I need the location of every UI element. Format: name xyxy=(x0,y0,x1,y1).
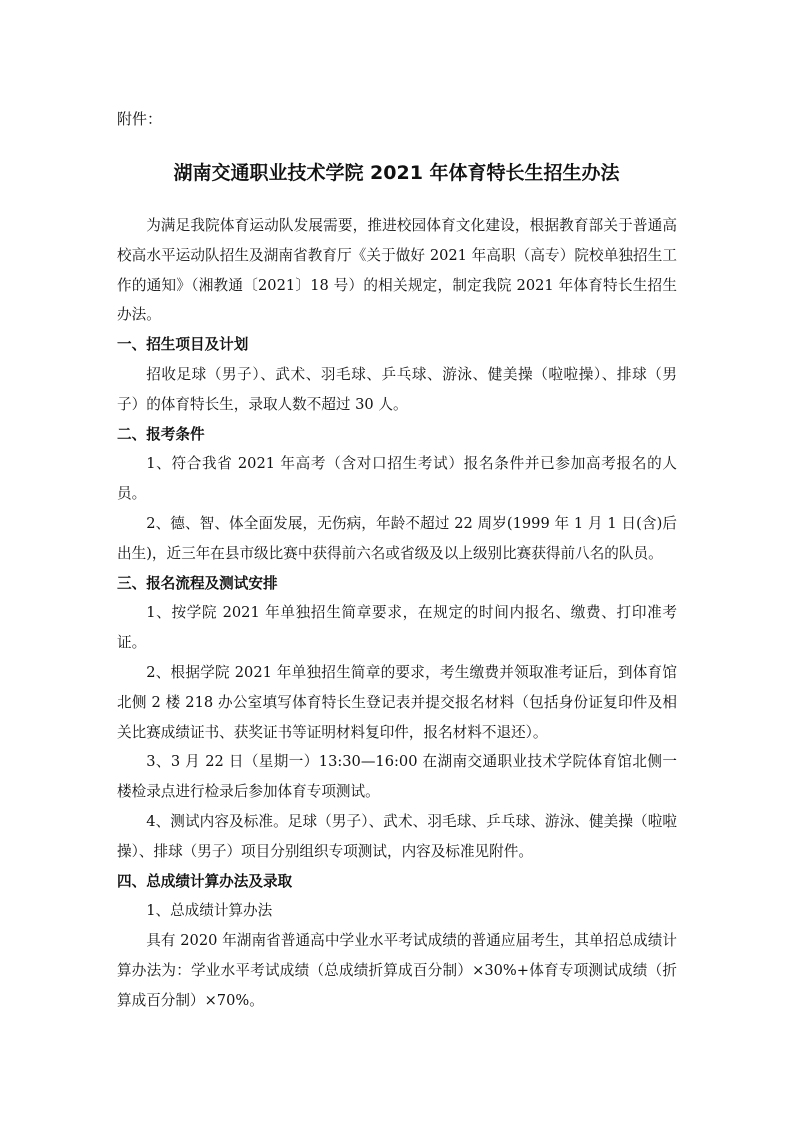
intro-paragraph: 为满足我院体育运动队发展需要，推进校园体育文化建设，根据教育部关于普通高校高水平运动队招生及湖南省教育厅《关于做好 2021 年高职（高专）院校单独招生工作的通知》（湘教通〔2021〕18 号）的相关规定，制定我院 2021 年体育特长生招生办法。 xyxy=(117,217,677,324)
section-paragraph: 2、德、智、体全面发展，无伤病，年龄不超过 22 周岁(1999 年 1 月 1 日(含)后出生)，近三年在县市级比赛中获得前六名或省级及以上级别比赛获得前八名的队员。 xyxy=(117,514,677,562)
section-paragraph: 2、根据学院 2021 年单独招生简章的要求，考生缴费并领取准考证后，到体育馆北侧 2 楼 218 办公室填写体育特长生登记表并提交报名材料（包括身份证复印件及相关比赛成绩证书、获奖证书等证明材料复印件，报名材料不退还）。 xyxy=(117,663,677,741)
section-paragraph: 1、总成绩计算办法 xyxy=(146,902,273,920)
section-heading-conditions: 二、报考条件 xyxy=(117,425,205,443)
section-heading-scoring: 四、总成绩计算办法及录取 xyxy=(117,872,293,890)
document-body xyxy=(117,211,677,1016)
section-heading-plan: 一、招生项目及计划 xyxy=(117,336,249,354)
document-title: 湖南交通职业技术学院 2021 年体育特长生招生办法 xyxy=(173,162,620,184)
annex-label: 附件： xyxy=(117,110,163,128)
section-heading-process: 三、报名流程及测试安排 xyxy=(117,574,278,592)
section-paragraph: 1、符合我省 2021 年高考（含对口招生考试）报名条件并已参加高考报名的人员。 xyxy=(117,455,677,503)
section-paragraph: 4、测试内容及标准。足球（男子）、武术、羽毛球、乒乓球、游泳、健美操（啦啦操）、排球（男子）项目分别组织专项测试，内容及标准见附件。 xyxy=(117,812,677,860)
section-paragraph: 招收足球（男子）、武术、羽毛球、乒乓球、游泳、健美操（啦啦操）、排球（男子）的体育特长生，录取人数不超过 30 人。 xyxy=(117,365,677,413)
section-paragraph: 3、3 月 22 日（星期一）13:30—16:00 在湖南交通职业技术学院体育馆北侧一楼检录点进行检录后参加体育专项测试。 xyxy=(117,753,677,801)
section-paragraph: 1、按学院 2021 年单独招生简章要求，在规定的时间内报名、缴费、打印准考证。 xyxy=(117,604,677,652)
section-paragraph: 具有 2020 年湖南省普通高中学业水平考试成绩的普通应届考生，其单招总成绩计算办法为：学业水平考试成绩（总成绩折算成百分制）×30%+体育专项测试成绩（折算成百分制）×70%。 xyxy=(117,932,677,1009)
